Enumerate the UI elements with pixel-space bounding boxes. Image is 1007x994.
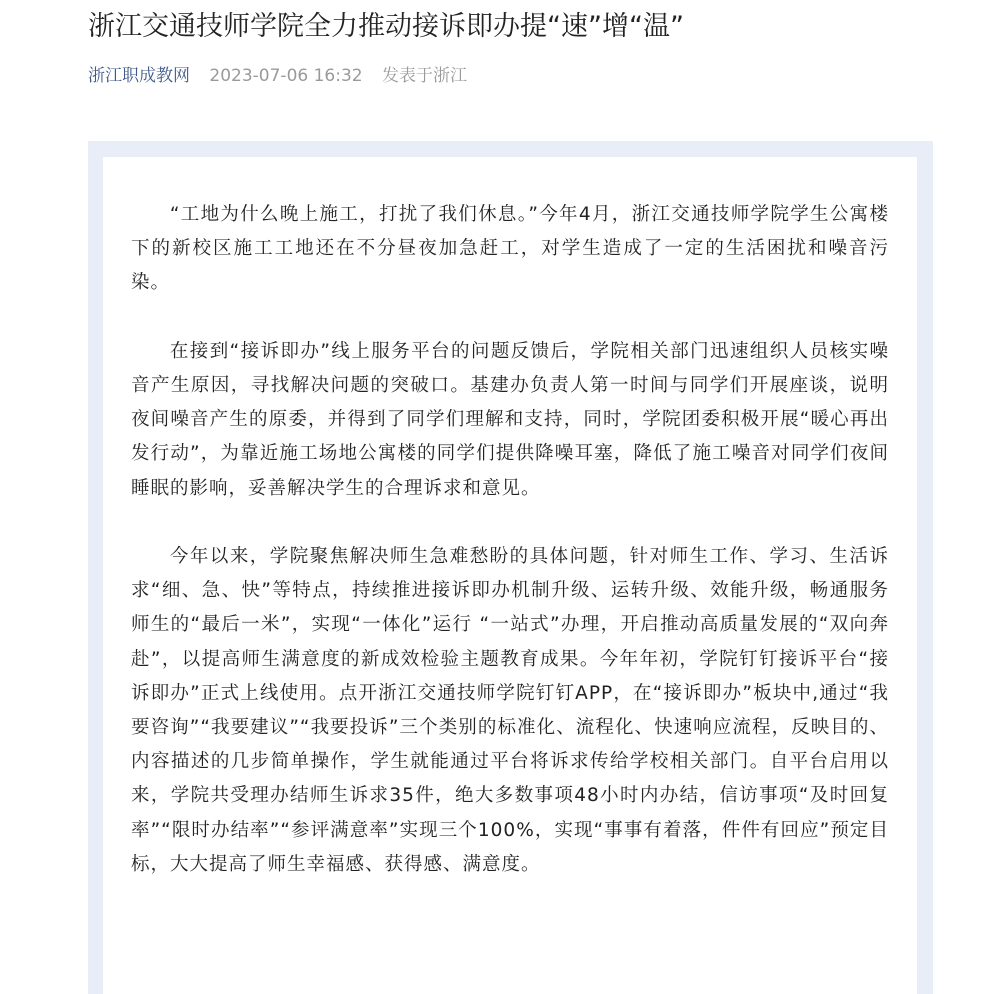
article-title: 浙江交通技师学院全力推动接诉即办提“速”增“温” (88, 11, 684, 42)
article-body (131, 198, 889, 916)
article-meta (88, 62, 467, 90)
paragraph: “工地为什么晚上施工，打扰了我们休息。”今年4月，浙江交通技师学院学生公寓楼下的新校区施工工地还在不分昼夜加急赶工，对学生造成了一定的生活困扰和噪音污染。 (131, 204, 889, 294)
paragraph: 在接到“接诉即办”线上服务平台的问题反馈后，学院相关部门迅速组织人员核实噪音产生原因，寻找解决问题的突破口。基建办负责人第一时间与同学们开展座谈，说明夜间噪音产生的原委，并得到了同学们理解和支持，同时，学院团委积极开展“暖心再出发行动”，为靠近施工场地公寓楼的同学们提供降噪耳塞，降低了施工噪音对同学们夜间睡眠的影响，妥善解决学生的合理诉求和意见。 (131, 340, 889, 499)
publish-location: 发表于浙江 (382, 66, 468, 86)
source-link[interactable]: 浙江职成教网 (88, 66, 190, 86)
paragraph: 今年以来，学院聚焦解决师生急难愁盼的具体问题，针对师生工作、学习、生活诉求“细、急、快”等特点，持续推进接诉即办机制升级、运转升级、效能升级，畅通服务师生的“最后一米”，实现“一体化”运行 “一站式”办理，开启推动高质量发展的“双向奔赴”，以提高师生满意度的新成效检验主题教育成果。今年年初，学院钉钉接诉平台“接诉即办”正式上线使用。点开浙江交通技师学院钉钉APP，在“接诉即办”板块中,通过“我要咨询”“我要建议”“我要投诉”三个类别的标准化、流程化、快速响应流程，反映目的、内容描述的几步简单操作，学生就能通过平台将诉求传给学校相关部门。自平台启用以来，学院共受理办结师生诉求35件，绝大多数事项48小时内办结，信访事项“及时回复率”“限时办结率”“参评满意率”实现三个100%，实现“事事有着落，件件有回应”预定目标，大大提高了师生幸福感、获得感、满意度。 (131, 546, 889, 875)
publish-time: 2023-07-06 16:32 (209, 66, 363, 86)
